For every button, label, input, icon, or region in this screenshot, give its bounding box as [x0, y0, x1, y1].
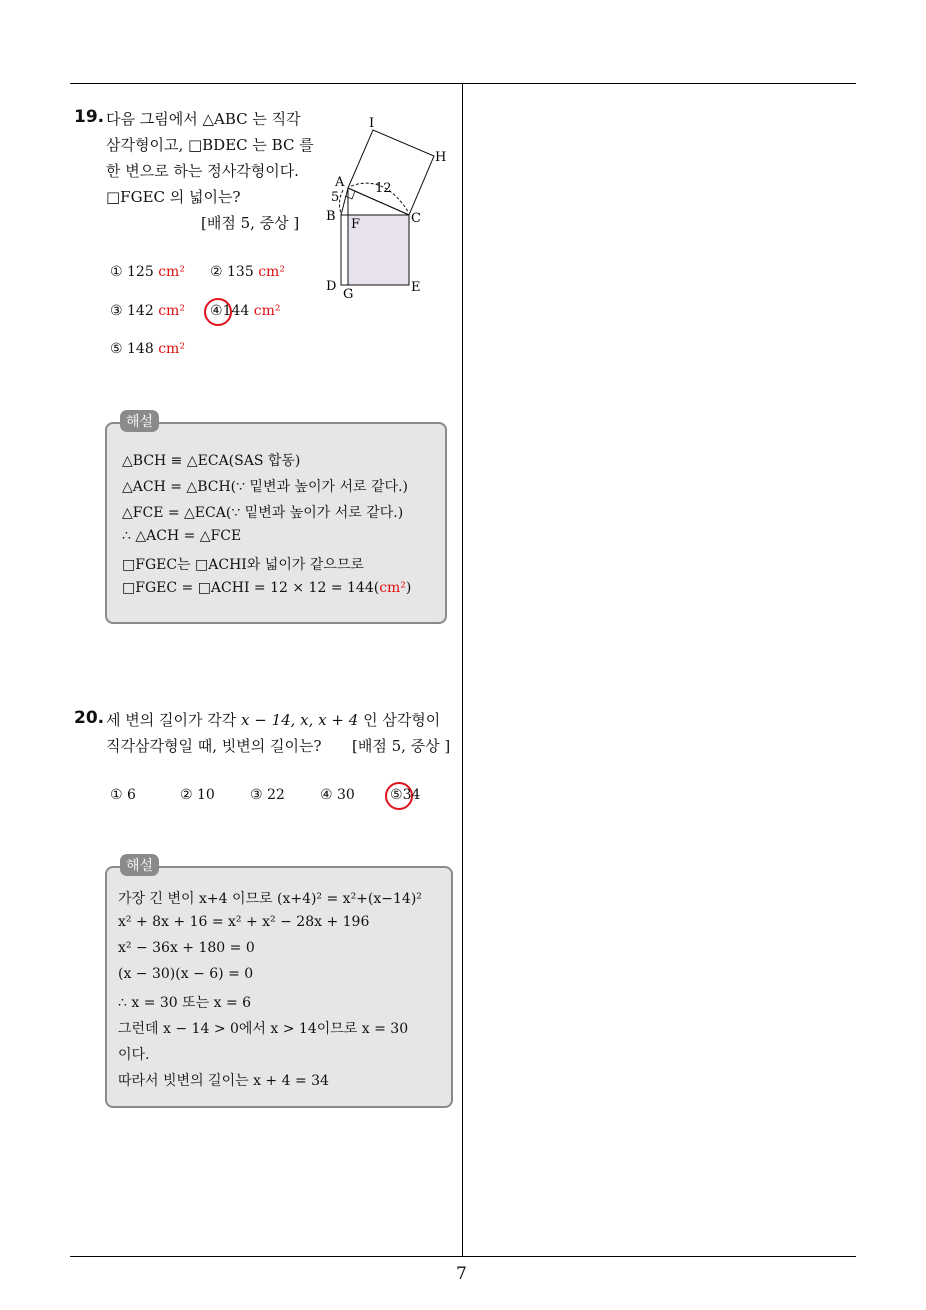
- solution-line: 따라서 빗변의 길이는 x + 4 = 34: [118, 1073, 329, 1089]
- choice-2[interactable]: ② 135 cm²: [210, 264, 285, 280]
- question-text-line: 한 변으로 하는 정사각형이다.: [106, 162, 299, 180]
- choice-4[interactable]: ④144 cm²: [210, 303, 281, 319]
- choice-1[interactable]: ① 6: [110, 787, 136, 803]
- page-number: 7: [456, 1264, 467, 1284]
- solution-line: 가장 긴 변이 x+4 이므로 (x+4)² = x²+(x−14)²: [118, 891, 422, 907]
- label-d: D: [326, 279, 337, 294]
- geometry-figure: [325, 112, 455, 302]
- choice-3[interactable]: ③ 142 cm²: [110, 303, 185, 319]
- question-points: [배점 5, 중상 ]: [201, 214, 300, 232]
- question-text-line: 직각삼각형일 때, 빗변의 길이는?: [106, 737, 322, 755]
- question-text-line: 삼각형이고, □BDEC 는 BC 를: [106, 136, 314, 154]
- solution-line-final: □FGEC = □ACHI = 12 × 12 = 144(cm²): [122, 580, 412, 596]
- top-rule: [70, 83, 856, 84]
- solution-line: x² − 36x + 180 = 0: [118, 940, 255, 956]
- choice-4[interactable]: ④ 30: [320, 787, 355, 803]
- question-number: 19.: [74, 107, 105, 127]
- solution-line: ∴ △ACH = △FCE: [122, 528, 242, 544]
- label-five: 5: [331, 190, 340, 205]
- column-divider: [462, 83, 463, 1257]
- question-text-line: □FGEC 의 넓이는?: [106, 188, 241, 206]
- label-h: H: [435, 150, 447, 165]
- solution-line: △ACH = △BCH(∵ 밑변과 높이가 서로 같다.): [122, 479, 408, 495]
- choice-1[interactable]: ① 125 cm²: [110, 264, 185, 280]
- choice-5[interactable]: ⑤ 148 cm²: [110, 341, 185, 357]
- question-number: 20.: [74, 708, 105, 728]
- solution-line: x² + 8x + 16 = x² + x² − 28x + 196: [118, 914, 370, 930]
- square-achi: [348, 130, 434, 215]
- question-points: [배점 5, 중상 ]: [352, 737, 451, 755]
- solution-line: 그런데 x − 14 > 0에서 x > 14이므로 x = 30: [118, 1021, 409, 1037]
- label-twelve: 12: [375, 181, 392, 196]
- label-e: E: [411, 280, 421, 295]
- solution-line: □FGEC는 □ACHI와 넓이가 같으므로: [122, 557, 364, 573]
- bottom-rule: [70, 1256, 856, 1257]
- label-a: A: [335, 175, 345, 190]
- label-b: B: [326, 209, 336, 224]
- solution-line: △FCE = △ECA(∵ 밑변과 높이가 서로 같다.): [122, 505, 404, 521]
- question-text-line: 다음 그림에서 △ABC 는 직각: [106, 110, 301, 128]
- label-c: C: [411, 211, 421, 226]
- choice-2[interactable]: ② 10: [180, 787, 215, 803]
- solution-line: △BCH ≡ △ECA(SAS 합동): [122, 453, 301, 469]
- solution-label: 해설: [120, 854, 159, 876]
- label-i: I: [369, 116, 375, 131]
- solution-line: 이다.: [118, 1047, 150, 1063]
- choice-5[interactable]: ⑤34: [390, 787, 421, 803]
- solution-line: (x − 30)(x − 6) = 0: [118, 966, 254, 982]
- question-text-line: 세 변의 길이가 각각 x − 14, x, x + 4 인 삼각형이: [106, 711, 441, 729]
- solution-line: ∴ x = 30 또는 x = 6: [118, 995, 252, 1011]
- choice-3[interactable]: ③ 22: [250, 787, 285, 803]
- label-f: F: [351, 217, 361, 232]
- label-g: G: [343, 287, 354, 302]
- solution-label: 해설: [120, 410, 159, 432]
